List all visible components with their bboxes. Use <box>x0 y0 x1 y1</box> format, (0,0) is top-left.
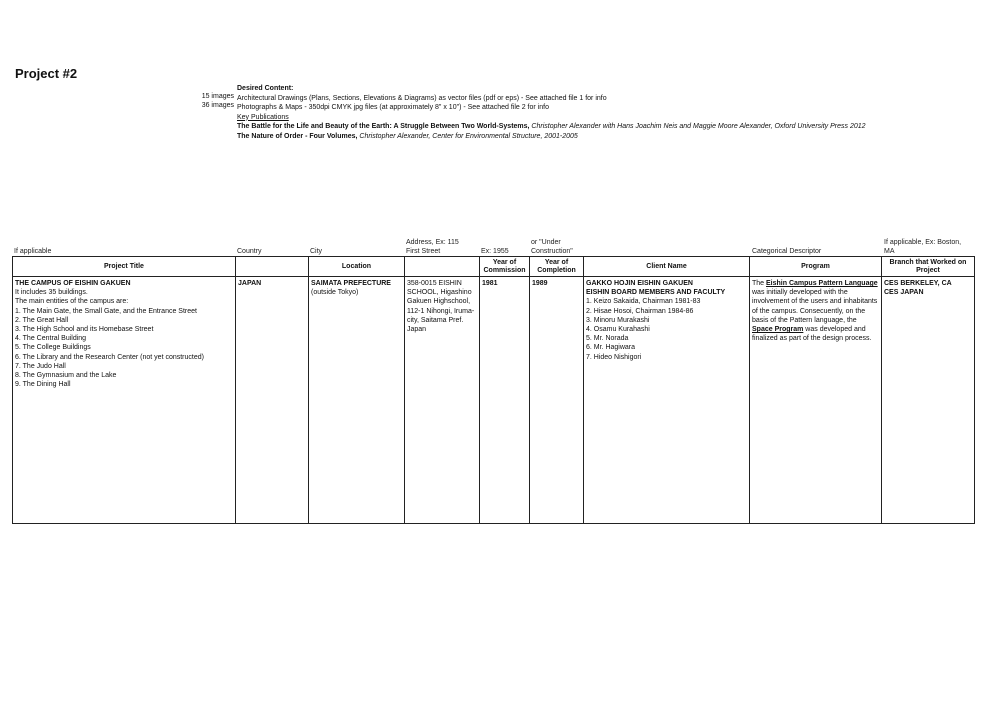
header-location: Location <box>309 257 405 277</box>
address-value: 358-0015 EISHIN SCHOOL, Higashino Gakuen Highschool, 112-1 Nihongi, Iruma-city, Saitama Pref. Japan <box>407 280 475 334</box>
desired-count-2: 36 images <box>201 102 234 109</box>
program-link-pattern-language: Eishin Campus Pattern Language <box>766 280 878 287</box>
cell-completion <box>530 277 584 524</box>
project-table <box>12 256 975 524</box>
commission-value: 1981 <box>482 280 498 287</box>
publication-1 <box>237 122 866 132</box>
city-value: SAIMATA PREFECTURE <box>311 280 391 287</box>
country-value: JAPAN <box>238 280 262 287</box>
hint-project-title: If applicable <box>14 248 52 255</box>
project-line: 2. The Great Hall <box>15 316 69 324</box>
client-line: 2. Hisae Hosoi, Chairman 1984-86 <box>586 307 694 315</box>
publication-2-rest: Christopher Alexander, Center for Environmental Structure, 2001-2005 <box>357 132 578 140</box>
header-client-name: Client Name <box>584 257 750 277</box>
cell-project-title <box>13 277 236 524</box>
desired-content-label: Desired Content: <box>237 85 294 92</box>
client-name-2: EISHIN BOARD MEMBERS AND FACULTY <box>586 289 726 297</box>
hint-location-1: Address, Ex: 115 <box>406 239 459 246</box>
project-line: 3. The High School and its Homebase Street <box>15 326 154 334</box>
header-address <box>405 257 480 277</box>
client-line: 3. Minoru Murakashi <box>586 316 650 324</box>
project-line: It includes 35 buildings. <box>15 289 88 297</box>
cell-program <box>750 277 882 524</box>
hint-country: Country <box>237 248 262 255</box>
program-text-post: was developed and finalized as part of the design process. <box>752 326 872 343</box>
client-name-1: GAKKO HOJIN EISHIN GAKUEN <box>586 280 693 287</box>
header-year-completion: Year of Completion <box>530 257 584 277</box>
project-line: 1. The Main Gate, the Small Gate, and the Entrance Street <box>15 307 197 315</box>
table-header-row <box>13 257 975 277</box>
hint-completion-1: or "Under <box>531 239 561 246</box>
desired-text-2: Photographs & Maps - 350dpi CMYK jpg files (at approximately 8" x 10") - See attached file 2 for info <box>237 104 549 111</box>
desired-item-2 <box>237 103 866 113</box>
completion-value: 1989 <box>532 280 548 287</box>
client-line: 6. Mr. Hagiwara <box>586 344 636 352</box>
hint-branch-2: MA <box>884 248 895 255</box>
desired-text-1: Architectural Drawings (Plans, Sections, Elevations & Diagrams) as vector files (pdf or eps) - See attached file 1 for info <box>237 94 607 102</box>
publication-2 <box>237 132 866 142</box>
branch-2: CES JAPAN <box>884 289 924 297</box>
publication-2-title: The Nature of Order - Four Volumes, <box>237 132 358 140</box>
project-line: 6. The Library and the Research Center (not yet constructed) <box>15 353 204 361</box>
header-project-title: Project Title <box>13 257 236 277</box>
publication-1-title: The Battle for the Life and Beauty of the Earth: A Struggle Between Two World-Systems, <box>237 123 530 130</box>
branch-1: CES BERKELEY, CA <box>884 280 952 287</box>
cell-commission <box>480 277 530 524</box>
cell-country <box>236 277 309 524</box>
publication-1-rest: Christopher Alexander with Hans Joachim Neis and Maggie Moore Alexander, Oxford University Press 2012 <box>529 123 866 130</box>
key-publications-label: Key Publications <box>237 113 289 121</box>
project-title: THE CAMPUS OF EISHIN GAKUEN <box>15 280 131 287</box>
hint-commission: Ex: 1955 <box>481 248 509 255</box>
client-line: 7. Hideo Nishigori <box>586 353 642 361</box>
cell-client <box>584 277 750 524</box>
project-line: 8. The Gymnasium and the Lake <box>15 372 117 380</box>
table-row <box>13 277 975 524</box>
program-link-space-program: Space Program <box>752 326 804 334</box>
hint-completion-2: Construction" <box>531 248 573 255</box>
page-title: Project #2 <box>15 66 78 81</box>
project-line: 9. The Dining Hall <box>15 381 71 389</box>
header-program: Program <box>750 257 882 277</box>
project-line: 7. The Judo Hall <box>15 362 66 370</box>
header-branch: Branch that Worked on Project <box>882 257 975 277</box>
program-text-pre: The <box>752 280 767 287</box>
cell-address <box>405 277 480 524</box>
hint-city: City <box>310 248 323 255</box>
project-line: The main entities of the campus are: <box>15 298 129 306</box>
desired-content-block <box>237 84 866 141</box>
client-line: 1. Keizo Sakaida, Chairman 1981-83 <box>586 298 701 306</box>
program-text-mid: was initially developed with the involvement of the users and inhabitants of the campus. Consecuently, on the basis of the Pattern language, the <box>752 289 878 324</box>
desired-item-1 <box>237 94 866 104</box>
header-country <box>236 257 309 277</box>
header-year-commission: Year of Commission <box>480 257 530 277</box>
project-line: 4. The Central Building <box>15 335 87 343</box>
desired-count-1: 15 images <box>201 93 234 100</box>
project-line: 5. The College Buildings <box>15 344 91 352</box>
client-line: 4. Osamu Kurahashi <box>586 326 650 334</box>
hint-branch-1: If applicable, Ex: Boston, <box>884 239 962 246</box>
cell-city <box>309 277 405 524</box>
client-line: 5. Mr. Norada <box>586 335 629 343</box>
hint-location-2: First Street <box>406 248 441 255</box>
cell-branch <box>882 277 975 524</box>
city-sub: (outside Tokyo) <box>311 289 359 297</box>
hint-program: Categorical Descriptor <box>752 248 822 255</box>
